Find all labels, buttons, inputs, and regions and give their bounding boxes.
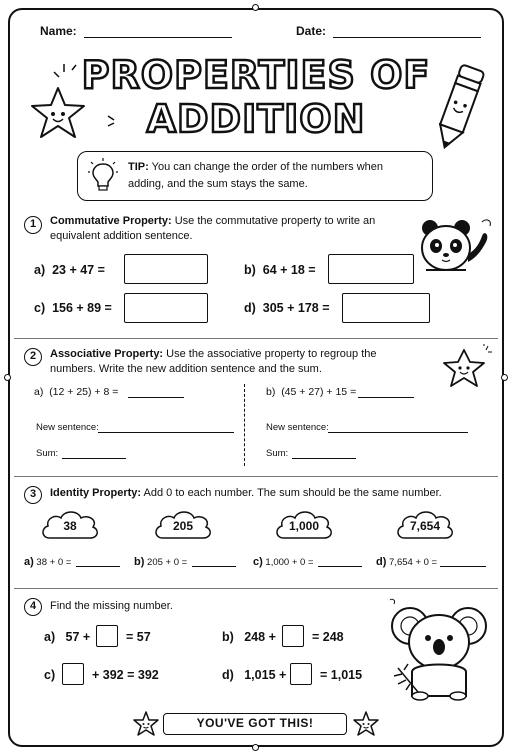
problem-4c-rhs: + 392 = 392 [92, 668, 159, 682]
problem-1a: a) 23 + 47 = [34, 263, 105, 277]
answer-line-2b[interactable] [358, 397, 414, 398]
star-face-icon [28, 84, 88, 144]
border-dot [4, 374, 11, 381]
section-number: 1 [24, 216, 42, 234]
missing-box-4d[interactable] [290, 663, 312, 685]
cloud-number: 7,654 [409, 519, 441, 533]
section-number: 4 [24, 598, 42, 616]
answer-box-1b[interactable] [328, 254, 414, 284]
problem-4a: a) 57 + [44, 630, 91, 644]
section-number: 3 [24, 486, 42, 504]
border-dot [252, 744, 259, 751]
cloud-number: 205 [172, 519, 194, 533]
section-divider [14, 338, 498, 339]
section-heading: Associative Property: [50, 348, 164, 360]
star-face-icon [132, 710, 160, 738]
section-instruction: Use the commutative property to write an equivalent addition sentence. [50, 215, 376, 242]
section-instruction: Find the missing number. [50, 600, 173, 612]
problem-2a: a) (12 + 25) + 8 = [34, 386, 119, 398]
problem-4c: c) [44, 668, 56, 682]
name-field[interactable] [40, 24, 232, 38]
answer-line-3d[interactable] [440, 566, 486, 567]
sparkle-lines-icon [104, 110, 124, 130]
section-instruction: Add 0 to each number. The sum should be the same number. [143, 487, 442, 499]
problem-4d-rhs: = 1,015 [320, 668, 363, 682]
problem-1c: c) 156 + 89 = [34, 301, 112, 315]
encouragement-banner: YOU'VE GOT THIS! [163, 713, 347, 735]
sum-label: Sum: [266, 448, 289, 459]
cloud-number: 1,000 [288, 519, 320, 533]
border-dot [501, 374, 508, 381]
sum-line-2b[interactable] [292, 458, 356, 459]
problem-3d: d) 7,654 + 0 = [376, 556, 438, 568]
title-line-1: PROPERTIES OF [81, 53, 431, 97]
cloud-number: 38 [63, 519, 77, 533]
new-sentence-line-2a[interactable] [98, 432, 234, 433]
answer-line-3a[interactable] [76, 566, 120, 567]
problem-4b: b) 248 + [222, 630, 276, 644]
tip-box [77, 151, 433, 201]
section-number: 2 [24, 348, 42, 366]
problem-2b: b) (45 + 27) + 15 = [266, 386, 357, 398]
problem-3b: b) 205 + 0 = [134, 556, 188, 568]
pencil-face-icon [430, 60, 490, 155]
answer-line-3b[interactable] [192, 566, 236, 567]
lightbulb-icon [88, 158, 118, 194]
answer-box-1c[interactable] [124, 293, 208, 323]
problem-4d: d) 1,015 + [222, 668, 287, 682]
new-sentence-label: New sentence: [36, 422, 99, 433]
answer-line-2a[interactable] [128, 397, 184, 398]
missing-box-4c[interactable] [62, 663, 84, 685]
date-label: Date: [296, 24, 327, 38]
missing-box-4b[interactable] [282, 625, 304, 647]
section-1-instruction [50, 214, 390, 244]
answer-box-1d[interactable] [342, 293, 430, 323]
new-sentence-label: New sentence: [266, 422, 329, 433]
name-label: Name: [40, 24, 77, 38]
section-heading: Identity Property: [50, 487, 142, 499]
section-divider [14, 476, 498, 477]
problem-4b-rhs: = 248 [312, 630, 344, 644]
star-face-icon [352, 710, 380, 738]
problem-1b: b) 64 + 18 = [244, 263, 316, 277]
panda-icon [412, 214, 496, 278]
problem-3a: a) 38 + 0 = [24, 556, 72, 568]
tip-text: You can change the order of the numbers when adding, and the sum stays the same. [128, 161, 384, 190]
section-heading: Commutative Property: [50, 215, 172, 227]
koala-icon [384, 596, 494, 702]
problem-4a-rhs: = 57 [126, 630, 151, 644]
title-line-2: ADDITION [146, 97, 366, 141]
section-2-instruction [50, 347, 420, 377]
sum-line-2a[interactable] [62, 458, 126, 459]
section-3-instruction [50, 486, 470, 501]
border-dot [252, 4, 259, 11]
sum-label: Sum: [36, 448, 59, 459]
column-divider [244, 384, 245, 466]
new-sentence-line-2b[interactable] [328, 432, 468, 433]
date-field[interactable] [296, 24, 481, 38]
problem-3c: c) 1,000 + 0 = [253, 556, 314, 568]
problem-1d: d) 305 + 178 = [244, 301, 330, 315]
star-face-icon [440, 344, 494, 394]
section-divider [14, 588, 498, 589]
missing-box-4a[interactable] [96, 625, 118, 647]
answer-box-1a[interactable] [124, 254, 208, 284]
section-instruction: Use the associative property to regroup the numbers. Write the new addition sentence and the sum. [50, 348, 377, 375]
sparkle-lines-icon [50, 60, 80, 80]
tip-label: TIP: [128, 161, 149, 173]
answer-line-3c[interactable] [318, 566, 362, 567]
